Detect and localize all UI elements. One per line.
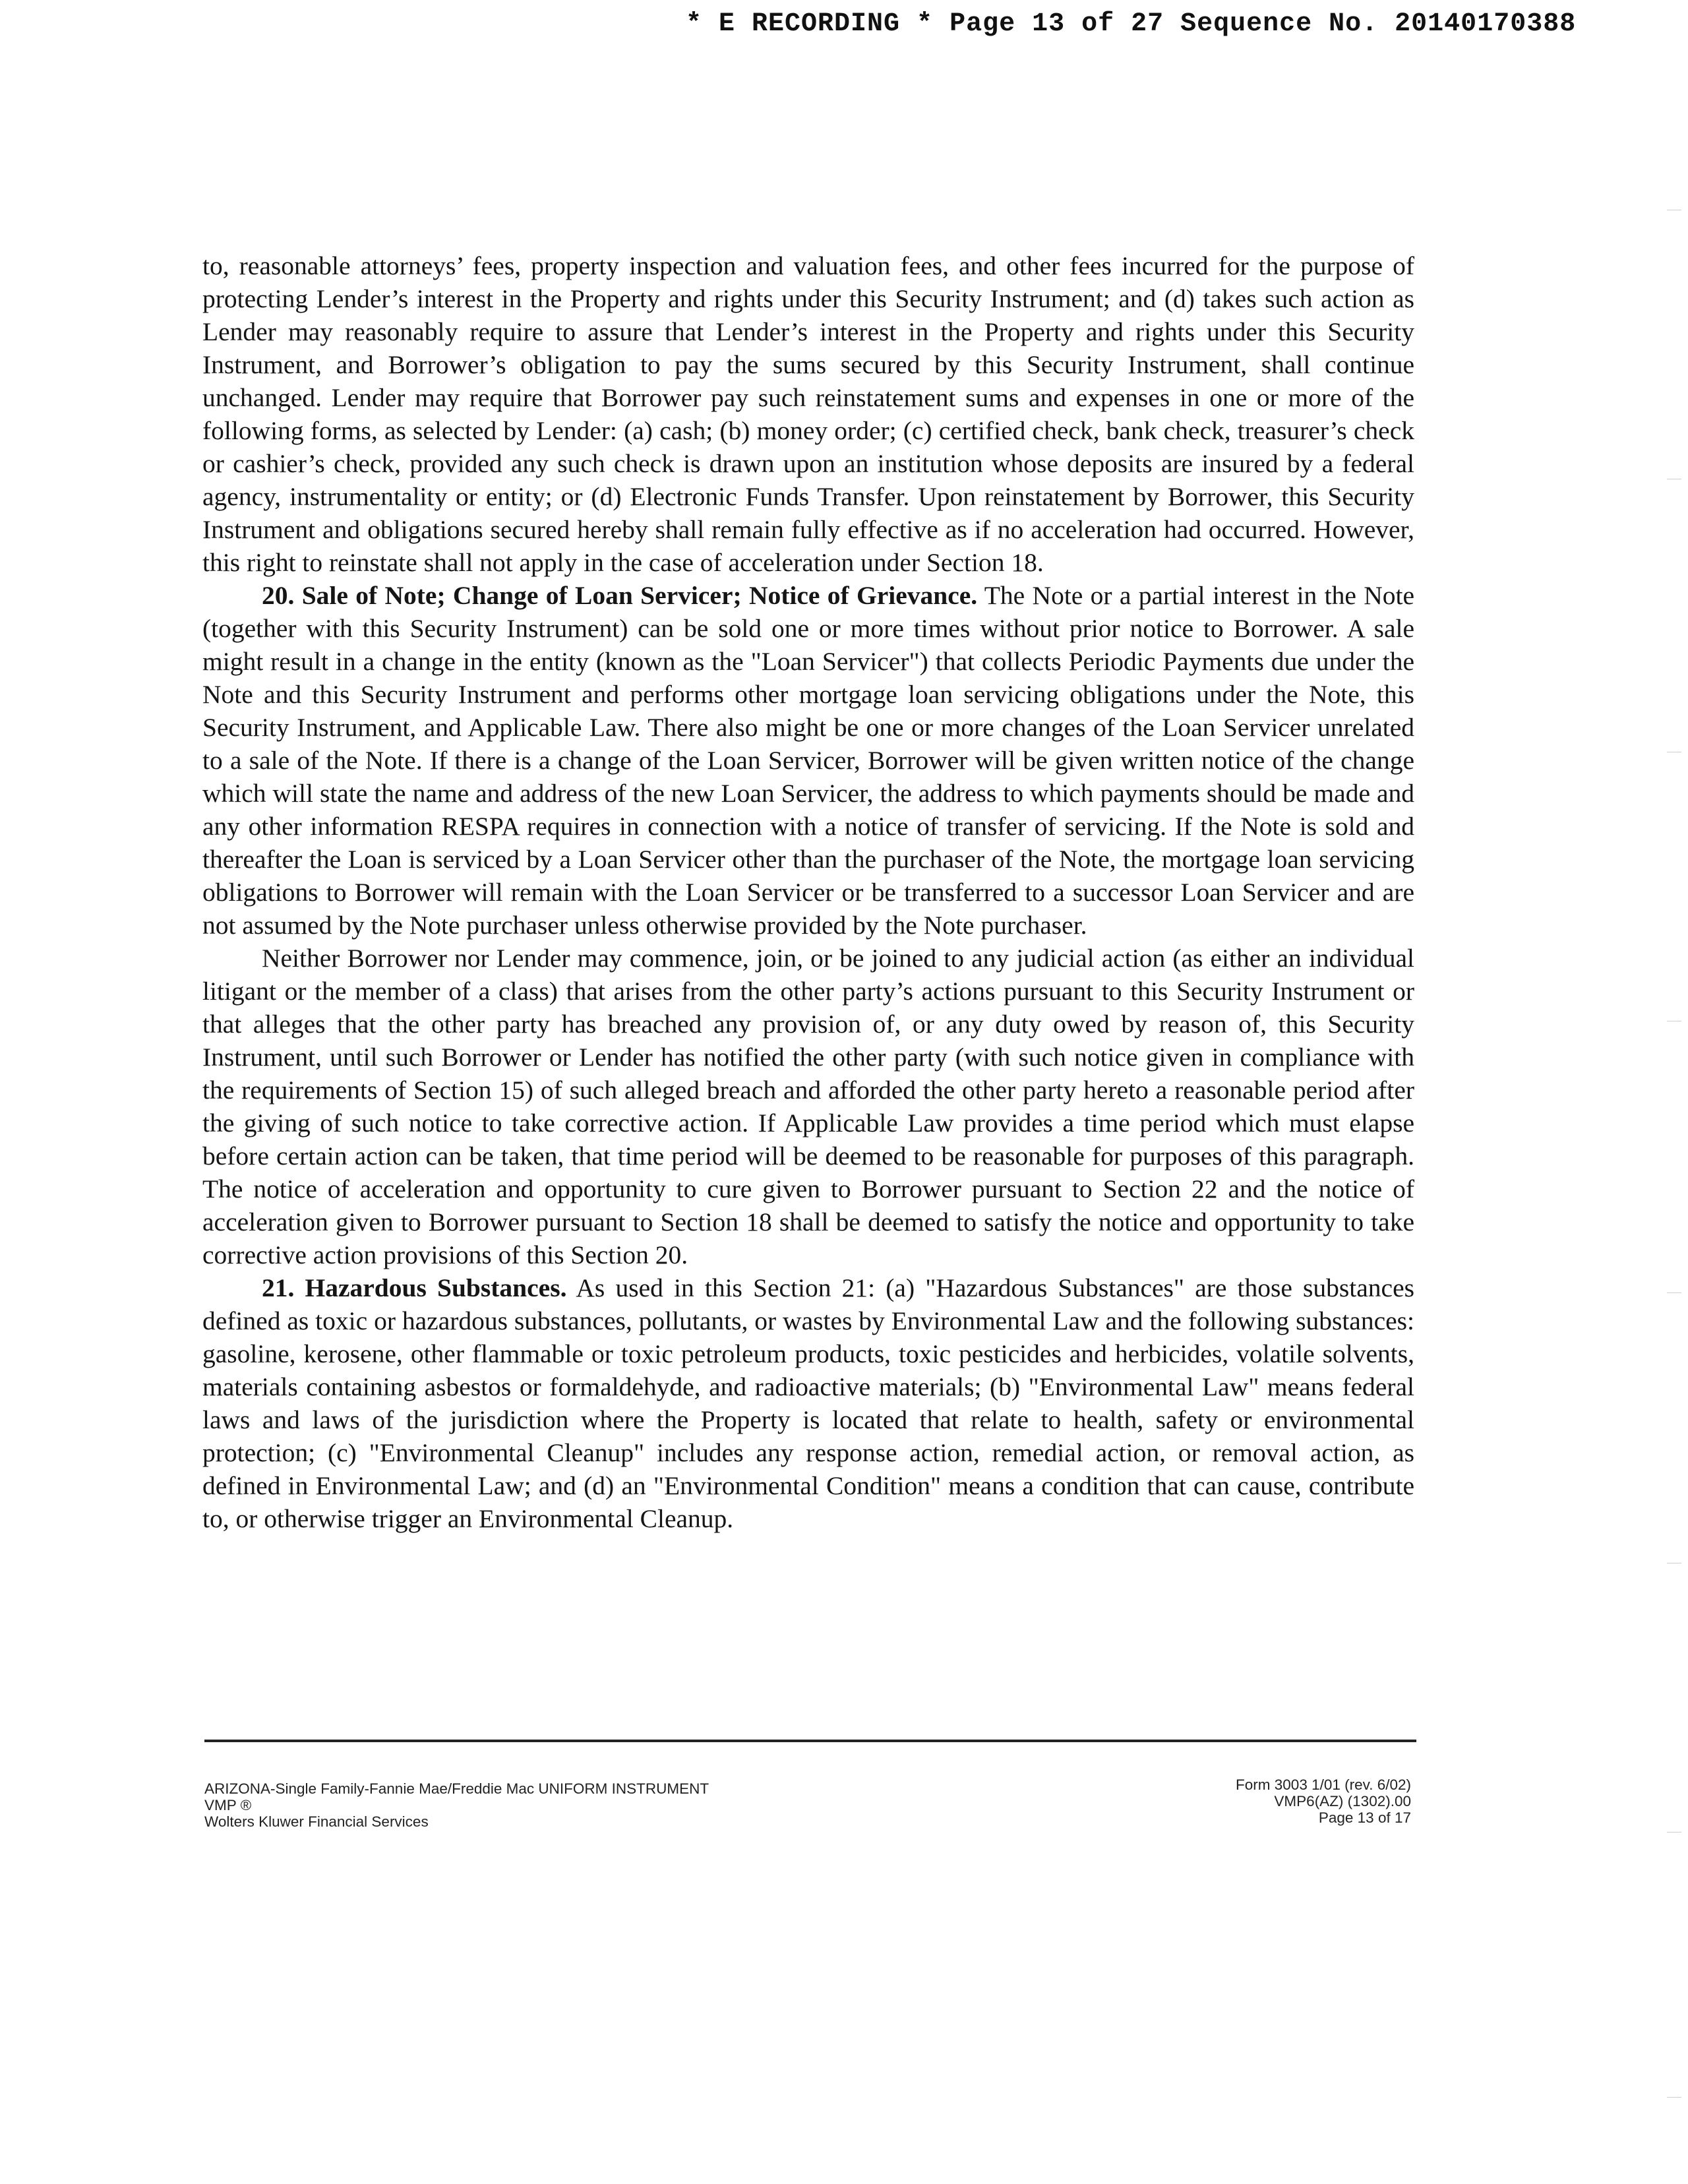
section-20-heading: 20. Sale of Note; Change of Loan Servicer; Notice of Grievance. xyxy=(262,581,978,610)
footer-vmp-code: VMP6(AZ) (1302).00 xyxy=(1274,1793,1411,1809)
recording-header: * E RECORDING * Page 13 of 27 Sequence No. 20140170388 xyxy=(686,9,1577,39)
footer-form-number: Form 3003 1/01 (rev. 6/02) xyxy=(1236,1776,1411,1793)
section-21-text: As used in this Section 21: (a) "Hazardous Substances" are those substances defined as toxic or hazardous substances, pollutants, or wastes by Environmental Law and the following substances: gasoline, kerosene, other flammable or toxic petroleum products, toxic pesticides and herbicides, volatile solvents, materials containing asbestos or formaldehyde, and radioactive materials; (b) "Environmental Law" means federal laws and laws of the jurisdiction where the Property is located that relate to health, safety or environmental protection; (c) "Environmental Cleanup" includes any response action, remedial action, or removal action, as defined in Environmental Law; and (d) an "Environmental Condition" means a condition that can cause, contribute to, or otherwise trigger an Environmental Cleanup. xyxy=(202,1273,1414,1533)
footer-publisher: Wolters Kluwer Financial Services xyxy=(204,1813,429,1830)
section-20-text: The Note or a partial interest in the Note (together with this Security Instrument) can be sold one or more times without prior notice to Borrower. A sale might result in a change in the entity (known as the "Loan Servicer") that collects Periodic Payments due under the Note and this Security Instrument and performs other mortgage loan servicing obligations under the Note, this Security Instrument, and Applicable Law. There also might be one or more changes of the Loan Servicer unrelated to a sale of the Note. If there is a change of the Loan Servicer, Borrower will be given written notice of the change which will state the name and address of the new Loan Servicer, the address to which payments should be made and any other information RESPA requires in connection with a notice of transfer of servicing. If the Note is sold and thereafter the Loan is serviced by a Loan Servicer other than the purchaser of the Note, the mortgage loan servicing obligations to Borrower will remain with the Loan Servicer or be transferred to a successor Loan Servicer and are not assumed by the Note purchaser unless otherwise provided by the Note purchaser. xyxy=(202,581,1414,940)
footer-page-number: Page 13 of 17 xyxy=(1318,1809,1411,1826)
document-body xyxy=(202,249,1414,1535)
footer-divider xyxy=(204,1740,1416,1742)
paragraph-notice-of-grievance: Neither Borrower nor Lender may commence, join, or be joined to any judicial action (as either an individual litigant or the member of a class) that arises from the other party’s actions pursuant to this Security Instrument or that alleges that the other party has breached any provision of, or any duty owed by reason of, this Security Instrument, until such Borrower or Lender has notified the other party (with such notice given in compliance with the requirements of Section 15) of such alleged breach and afforded the other party hereto a reasonable period after the giving of such notice to take corrective action. If Applicable Law provides a time period which must elapse before certain action can be taken, that time period will be deemed to be reasonable for purposes of this paragraph. The notice of acceleration and opportunity to cure given to Borrower pursuant to Section 22 and the notice of acceleration given to Borrower pursuant to Section 18 shall be deemed to satisfy the notice and opportunity to take corrective action provisions of this Section 20. xyxy=(202,944,1414,1269)
scan-edge-mark xyxy=(1667,2097,1681,2098)
section-21-paragraph xyxy=(202,1271,1414,1535)
footer-form-title: ARIZONA-Single Family-Fannie Mae/Freddie Mac UNIFORM INSTRUMENT xyxy=(204,1780,709,1797)
paragraph-reinstatement-continued: to, reasonable attorneys’ fees, property inspection and valuation fees, and other fees incurred for the purpose of protecting Lender’s interest in the Property and rights under this Security Instrument; and (d) takes such action as Lender may reasonably require to assure that Lender’s interest in the Property and rights under this Security Instrument, and Borrower’s obligation to pay the sums secured by this Security Instrument, shall continue unchanged. Lender may require that Borrower pay such reinstatement sums and expenses in one or more of the following forms, as selected by Lender: (a) cash; (b) money order; (c) certified check, bank check, treasurer’s check or cashier’s check, provided any such check is drawn upon an institution whose deposits are insured by a federal agency, instrumentality or entity; or (d) Electronic Funds Transfer. Upon reinstatement by Borrower, this Security Instrument and obligations secured hereby shall remain fully effective as if no acceleration had occurred. However, this right to reinstate shall not apply in the case of acceleration under Section 18. xyxy=(202,251,1414,577)
footer-right xyxy=(1015,1776,1411,1826)
section-20-paragraph xyxy=(202,579,1414,942)
scan-edge-mark xyxy=(1667,1292,1681,1293)
footer-vmp-mark: VMP ® xyxy=(204,1797,252,1813)
scan-edge-mark xyxy=(1667,1832,1681,1833)
footer-left xyxy=(204,1780,996,1830)
section-21-heading: 21. Hazardous Substances. xyxy=(262,1273,567,1302)
